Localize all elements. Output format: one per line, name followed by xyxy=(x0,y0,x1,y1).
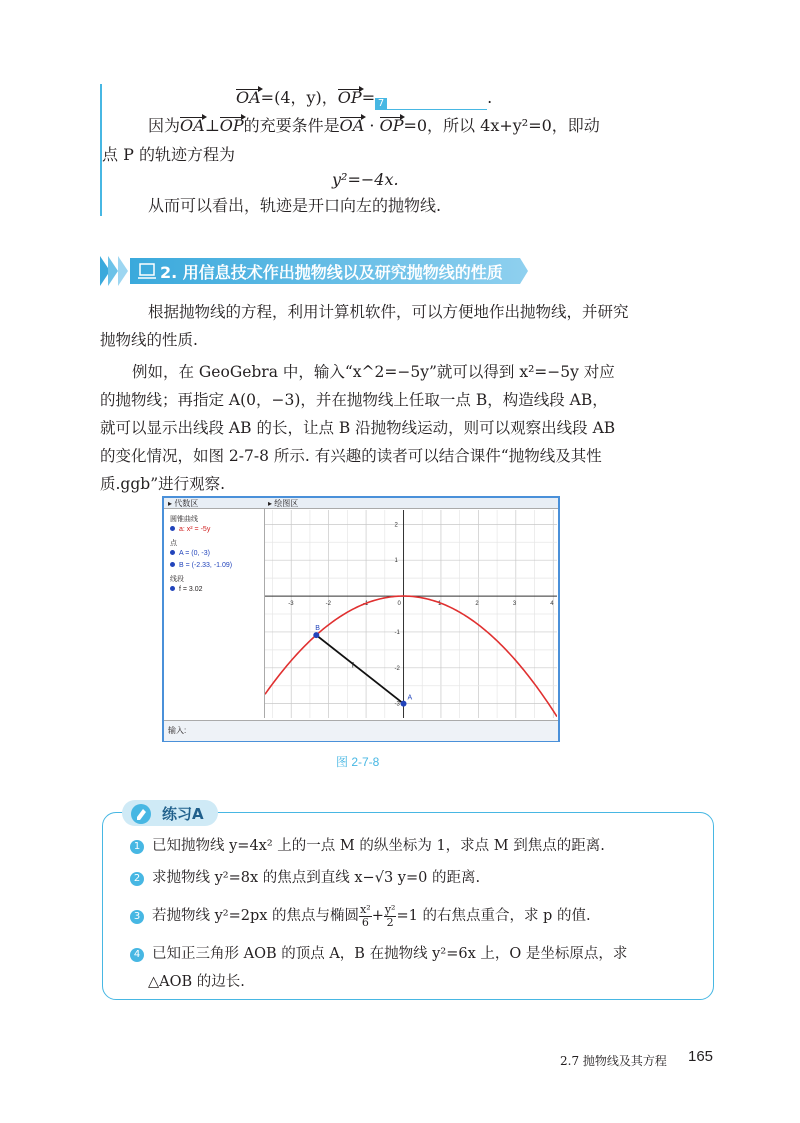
algebra-header: ▸ 代数区 xyxy=(164,498,264,509)
fraction-y xyxy=(384,904,397,929)
trajectory-equation: y²=−4x. xyxy=(332,170,399,189)
x-tick-label: 2 xyxy=(475,601,479,608)
blank-number: 7 xyxy=(375,98,387,110)
frac-numerator: y² xyxy=(384,902,396,916)
item-number: 4 xyxy=(130,948,144,962)
paragraph-1-line-1: 根据抛物线的方程，利用计算机软件，可以方便地作出抛物线，并研究 xyxy=(148,303,629,321)
pencil-icon xyxy=(130,803,152,825)
y-tick-label: -2 xyxy=(394,665,400,672)
vector-op: OP xyxy=(379,116,404,135)
fill-blank[interactable] xyxy=(375,91,487,110)
plus-sign: + xyxy=(371,908,384,924)
algebra-panel xyxy=(164,498,265,718)
x-tick-label: -1 xyxy=(363,601,369,608)
point-heading: 点 xyxy=(170,540,177,547)
exercise-item-4-cont: △AOB 的边长. xyxy=(148,974,245,990)
paragraph-2-line-2: 的抛物线；再指定 A(0，−3)，并在抛物线上任取一点 B，构造线段 AB， xyxy=(100,391,608,409)
item-text: 求抛物线 y²=8x 的焦点到直线 x−√3 y=0 的距离. xyxy=(152,870,481,886)
fraction-x xyxy=(359,904,372,929)
graphics-title: 绘图区 xyxy=(274,499,299,508)
x-tick-label: 1 xyxy=(437,601,442,608)
exercise-item-2 xyxy=(130,868,480,888)
line2-b: 的充要条件是 xyxy=(243,116,340,135)
visibility-dot[interactable] xyxy=(170,550,175,555)
paragraph-2-line-1: 例如，在 GeoGebra 中，输入“x^2=−5y”就可以得到 x²=−5y 对应 xyxy=(132,363,615,381)
x-tick-label: -2 xyxy=(325,601,331,608)
item-number: 2 xyxy=(130,872,144,886)
input-bar[interactable] xyxy=(164,720,558,741)
point-b-label: B xyxy=(315,625,320,633)
item-text-end: =1 的右焦点重合，求 p 的值. xyxy=(396,908,591,924)
visibility-dot[interactable] xyxy=(170,586,175,591)
point-a-marker xyxy=(401,701,407,707)
frac-denominator: 2 xyxy=(386,915,394,929)
input-label: 输入: xyxy=(168,726,187,735)
y-tick-label: 1 xyxy=(394,558,398,565)
eq1-left: =(4，y)， xyxy=(260,88,338,107)
y-tick-label: -3 xyxy=(394,701,400,708)
line2-c: =0，所以 4x+y²=0，即动 xyxy=(403,116,600,135)
algebra-title: 代数区 xyxy=(174,499,199,508)
text-line-2: 因为OA⊥OP的充要条件是OA · OP=0，所以 4x+y²=0，即动 xyxy=(148,116,600,135)
point-b-marker xyxy=(313,632,319,638)
item-text: 已知正三角形 AOB 的顶点 A，B 在抛物线 y²=6x 上，O 是坐标原点，求 xyxy=(152,946,628,962)
section-title: 2. 用信息技术作出抛物线以及研究抛物线的性质 xyxy=(160,263,503,282)
point-a-label: A xyxy=(407,694,413,702)
exercise-item-4 xyxy=(130,944,627,964)
segment-ab xyxy=(316,635,403,703)
conic-a: a: x² = -5y xyxy=(179,526,211,533)
exercise-item-3 xyxy=(130,902,591,930)
point-b: B = (-2.33, -1.09) xyxy=(179,562,233,569)
text-line-3: 点 P 的轨迹方程为 xyxy=(102,145,235,164)
visibility-dot[interactable] xyxy=(170,526,175,531)
eq1-right: = xyxy=(361,88,376,107)
x-tick-label: 3 xyxy=(512,601,517,608)
exercise-title: 练习A xyxy=(162,805,204,823)
segment-f: f = 3.02 xyxy=(179,586,203,593)
paragraph-2-line-5: 质.ggb”进行观察. xyxy=(100,475,226,493)
item-number: 1 xyxy=(130,840,144,854)
frac-numerator: x² xyxy=(360,902,371,916)
vector-oa: OA xyxy=(339,116,365,135)
paragraph-2-line-3: 就可以显示出线段 AB 的长，让点 B 沿抛物线运动，则可以观察出线段 AB xyxy=(100,419,616,437)
x-tick-label: 0 xyxy=(397,601,401,608)
vector-oa: OA xyxy=(236,88,261,107)
graphics-view[interactable] xyxy=(265,510,557,718)
point-a-row[interactable] xyxy=(170,550,210,557)
exercise-item-1 xyxy=(130,836,605,856)
x-tick-label: -3 xyxy=(288,601,294,608)
running-footer: 2.7 抛物线及其方程 xyxy=(560,1054,667,1068)
visibility-dot[interactable] xyxy=(170,562,175,567)
geogebra-window xyxy=(162,496,560,742)
point-b-row[interactable] xyxy=(170,562,232,569)
segment-f-label: f xyxy=(351,662,354,670)
vector-op: OP xyxy=(337,88,362,107)
frac-denominator: 6 xyxy=(361,915,369,929)
vector-op: OP xyxy=(219,116,244,135)
point-a: A = (0, -3) xyxy=(179,550,210,557)
item-number: 3 xyxy=(130,910,144,924)
line2-a: 因为 xyxy=(148,116,181,135)
text-line-4: 从而可以看出，轨迹是开口向左的抛物线. xyxy=(148,196,442,215)
y-tick-label: -1 xyxy=(394,629,400,636)
conic-heading: 圆锥曲线 xyxy=(170,516,198,523)
page-number: 165 xyxy=(688,1048,714,1065)
graphics-header: ▸ 绘图区 xyxy=(264,498,558,509)
item-text: 若抛物线 y²=2px 的焦点与椭圆 xyxy=(152,908,360,924)
y-tick-label: 2 xyxy=(394,522,398,529)
paragraph-2-line-4: 的变化情况，如图 2-7-8 所示. 有兴趣的读者可以结合课件“抛物线及其性 xyxy=(100,447,602,465)
vector-oa: OA xyxy=(180,116,205,135)
item-text: 已知抛物线 y=4x² 上的一点 M 的纵坐标为 1，求点 M 到焦点的距离. xyxy=(152,838,605,854)
segment-f-row[interactable] xyxy=(170,586,203,593)
equation-line-1: OA=(4，y)，OP= 7 . xyxy=(236,88,493,109)
x-tick-label: 4 xyxy=(550,601,554,608)
segment-heading: 线段 xyxy=(170,576,184,583)
figure-caption: 图 2-7-8 xyxy=(336,755,380,769)
paragraph-1-line-2: 抛物线的性质. xyxy=(100,331,198,349)
conic-a-row[interactable] xyxy=(170,526,210,533)
